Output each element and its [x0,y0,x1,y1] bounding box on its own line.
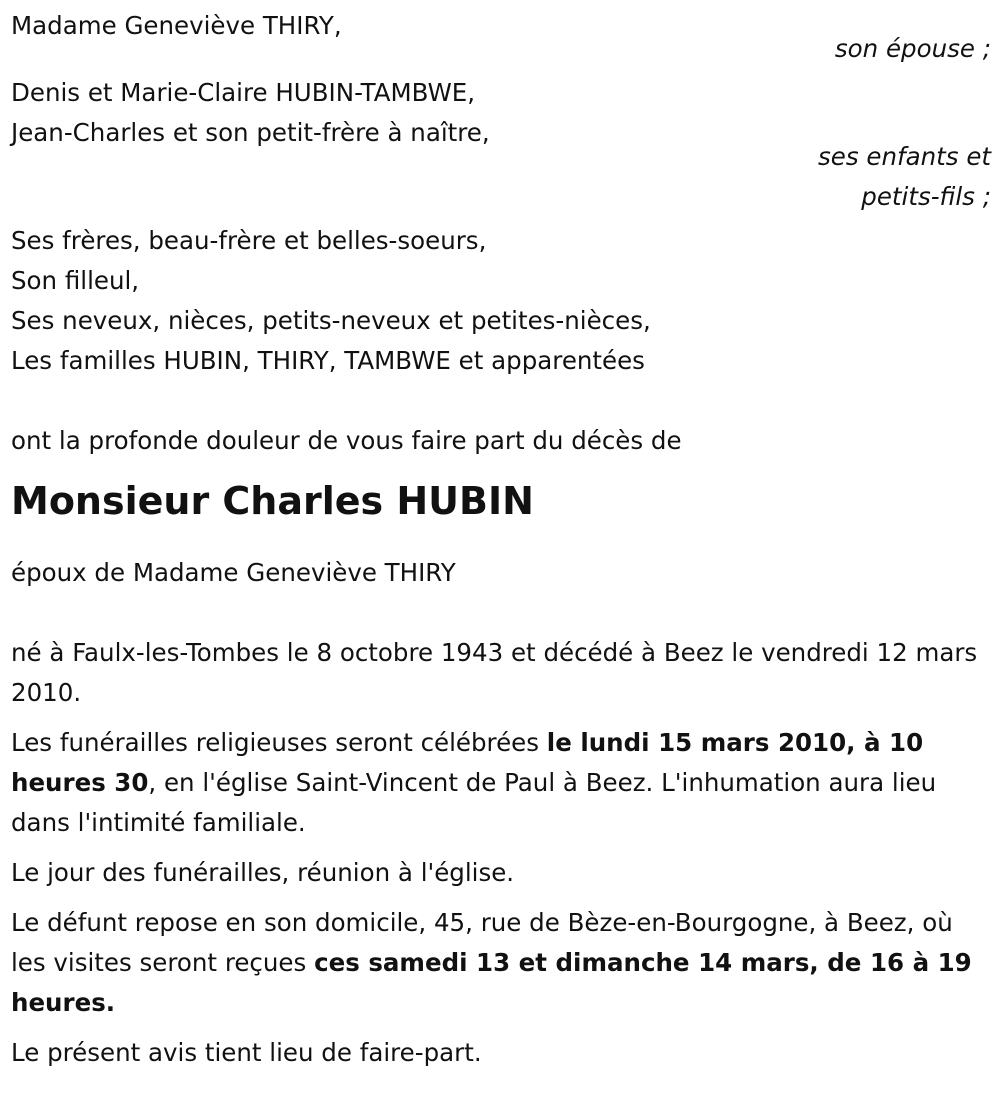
birth-death-text: né à Faulx-les-Tombes le 8 octobre 1943 et décédé à Beez le vendredi 12 mars 2010. [11,638,978,707]
spacer [11,593,991,633]
repose-text-start: Le défunt repose en son domicile, 45, rue de Bèze-en-Bourgogne, à Beez, où les visites seront reçues [11,908,953,977]
funeral-text-end: , en l'église Saint-Vincent de Paul à Beez. L'inhumation aura lieu dans l'intimité familiale. [11,768,937,837]
spouse-role: son épouse ; [834,34,991,63]
family-line-4: Les familles HUBIN, THIRY, TAMBWE et apparentées [11,346,645,375]
funeral-text-start: Les funérailles religieuses seront célébrées [11,728,547,757]
family-line-2: Son filleul, [11,266,140,295]
obituary-notice [11,6,991,1083]
children-line-2: Jean-Charles et son petit-frère à naître, [11,118,490,147]
meeting-text: Le jour des funérailles, réunion à l'église. [11,858,515,887]
children-role-line-1: ses enfants et [818,142,991,171]
deceased-name: Monsieur Charles HUBIN [11,479,534,523]
spouse-of-text: époux de Madame Geneviève THIRY [11,558,456,587]
family-line-1: Ses frères, beau-frère et belles-soeurs, [11,226,487,255]
children-line-1: Denis et Marie-Claire HUBIN-TAMBWE, [11,78,476,107]
children-role-line-2: petits-fils ; [861,182,991,211]
repose-text [11,903,991,1023]
announcement-text: ont la profonde douleur de vous faire part du décès de [11,426,682,455]
spouse-name: Madame Geneviève THIRY, [11,11,342,40]
family-line-3: Ses neveux, nièces, petits-neveux et petites-nièces, [11,306,651,335]
funeral-date-time: le lundi 15 mars 2010, à 10 heures 30 [11,728,924,797]
visit-times: ces samedi 13 et dimanche 14 mars, de 16 à 19 heures. [11,948,972,1017]
closing-text: Le présent avis tient lieu de faire-part. [11,1038,482,1067]
funeral-text [11,723,991,843]
spacer [11,381,991,421]
